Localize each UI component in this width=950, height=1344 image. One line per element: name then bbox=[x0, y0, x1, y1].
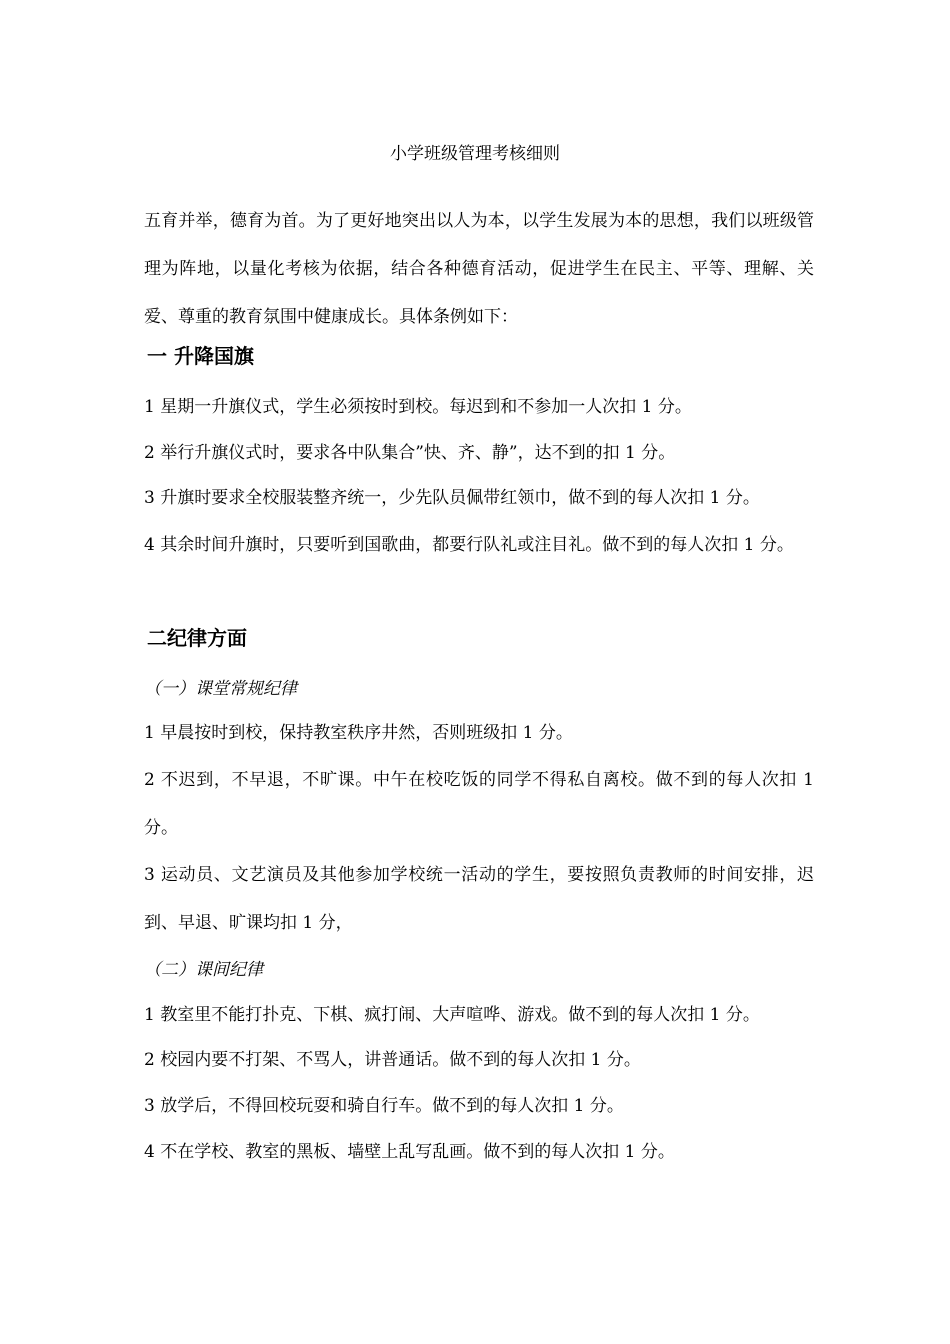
list-item: 3 升旗时要求全校服装整齐统一，少先队员佩带红领巾，做不到的每人次扣 1 分。 bbox=[144, 488, 760, 508]
subsection-heading-classroom: （一）课堂常规纪律 bbox=[144, 679, 297, 699]
list-item: 1 教室里不能打扑克、下棋、疯打闹、大声喧哗、游戏。做不到的每人次扣 1 分。 bbox=[144, 1005, 760, 1025]
section-heading-flag: 一 升降国旗 bbox=[147, 344, 254, 368]
list-item: 3 运动员、文艺演员及其他参加学校统一活动的学生，要按照负责教师的时间安排，迟到、早退、旷课均扣 1 分， bbox=[144, 865, 814, 933]
list-item: 2 举行升旗仪式时，要求各中队集合”快、齐、静”，达不到的扣 1 分。 bbox=[144, 443, 676, 463]
list-item: 1 星期一升旗仪式，学生必须按时到校。每迟到和不参加一人次扣 1 分。 bbox=[144, 397, 692, 417]
list-item: 3 放学后，不得回校玩耍和骑自行车。做不到的每人次扣 1 分。 bbox=[144, 1096, 624, 1116]
document-title: 小学班级管理考核细则 bbox=[390, 144, 560, 164]
list-item: 2 校园内要不打架、不骂人，讲普通话。做不到的每人次扣 1 分。 bbox=[144, 1050, 641, 1070]
list-item: 1 早晨按时到校，保持教室秩序井然，否则班级扣 1 分。 bbox=[144, 723, 573, 743]
list-item: 4 不在学校、教室的黑板、墙壁上乱写乱画。做不到的每人次扣 1 分。 bbox=[144, 1142, 675, 1162]
list-item: 4 其余时间升旗时，只要听到国歌曲，都要行队礼或注目礼。做不到的每人次扣 1 分。 bbox=[144, 535, 794, 555]
intro-paragraph: 五育并举，德育为首。为了更好地突出以人为本，以学生发展为本的思想，我们以班级管理为阵地，以量化考核为依据，结合各种德育活动，促进学生在民主、平等、理解、关爱、尊重的教育氛围中健康成长。具体条例如下： bbox=[144, 211, 814, 327]
section-heading-discipline: 二纪律方面 bbox=[147, 626, 247, 650]
list-item: 2 不迟到，不早退，不旷课。中午在校吃饭的同学不得私自离校。做不到的每人次扣 1 分。 bbox=[144, 770, 814, 838]
subsection-heading-recess: （二）课间纪律 bbox=[144, 960, 263, 980]
